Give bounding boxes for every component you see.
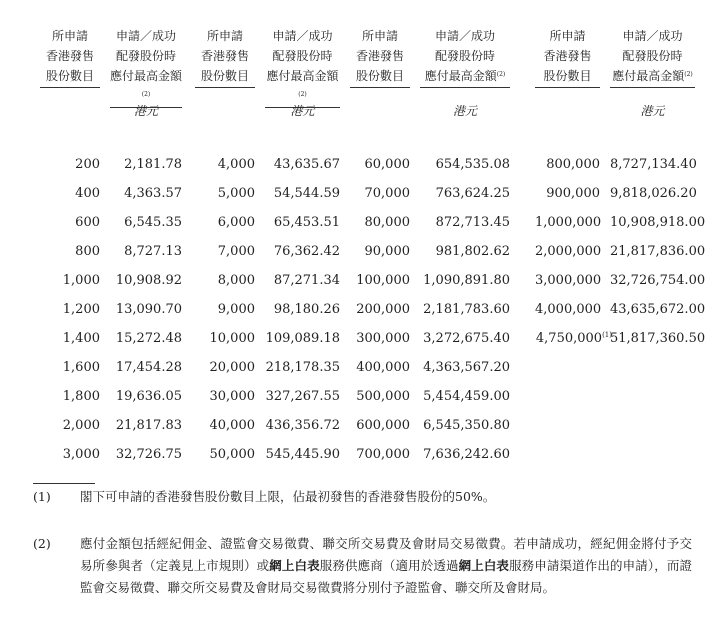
amount-cell: 87,271.34	[273, 273, 340, 288]
white-form-term: 網上白表	[458, 558, 510, 573]
shares-cell: 800	[75, 244, 100, 259]
shares-cell: 70,000	[364, 186, 410, 201]
amount-cell: 32,726.75	[115, 447, 182, 462]
shares-cell: 4,000,000	[535, 302, 602, 317]
shares-cell: 3,000,000	[535, 273, 602, 288]
amount-cell: 21,817,836.00	[610, 244, 706, 259]
header-max-amount: 申請／成功 配發股份時 應付最高金額$^{(2)}$	[420, 26, 510, 88]
header-shares: 所申請 香港發售 股份數目	[350, 26, 410, 88]
unit-label: 港元	[290, 104, 315, 118]
footnote-1-number: (1)	[33, 489, 51, 504]
amount-cell: 654,535.08	[435, 157, 510, 172]
header-max-amount: 申請／成功 配發股份時 應付最高金額$^{(2)}$	[610, 26, 695, 88]
shares-cell: 9,000	[217, 302, 255, 317]
shares-cell: 6,000	[217, 215, 255, 230]
amount-cell: 1,090,891.80	[423, 273, 510, 288]
shares-cell: 2,000	[62, 418, 100, 433]
amount-cell: 981,802.62	[435, 244, 510, 259]
unit-label: 港元	[133, 104, 158, 118]
shares-cell: 400	[75, 186, 100, 201]
header-max-amount: 申請／成功 配發股份時 應付最高金額$^{(2)}$	[265, 26, 340, 108]
shares-cell: 600,000	[356, 418, 410, 433]
shares-cell: 500,000	[356, 389, 410, 404]
amount-cell: 8,727.13	[124, 244, 182, 259]
amount-cell: 13,090.70	[115, 302, 182, 317]
unit-label: 港元	[452, 104, 477, 118]
shares-cell: 40,000	[209, 418, 255, 433]
amount-cell: 9,818,026.20	[610, 186, 697, 201]
shares-cell: 2,000,000	[535, 244, 602, 259]
shares-cell: 50,000	[209, 447, 255, 462]
shares-cell: 800,000	[546, 157, 600, 172]
shares-cell: 1,000	[62, 273, 100, 288]
amount-cell: 327,267.55	[265, 389, 340, 404]
unit-label: 港元	[640, 104, 665, 118]
amount-cell: 15,272.48	[115, 331, 182, 346]
header-shares: 所申請 香港發售 股份數目	[195, 26, 255, 88]
shares-cell: 400,000	[356, 360, 410, 375]
shares-cell: 4,000	[217, 157, 255, 172]
amount-cell: 4,363,567.20	[423, 360, 510, 375]
shares-cell: 200,000	[356, 302, 410, 317]
shares-cell: 300,000	[356, 331, 410, 346]
shares-cell: 60,000	[364, 157, 410, 172]
header-shares: 所申請 香港發售 股份數目	[40, 26, 100, 88]
shares-cell: 900,000	[546, 186, 600, 201]
amount-cell: 43,635.67	[273, 157, 340, 172]
shares-cell: 4,750,000$^{(1)}$	[535, 331, 612, 346]
shares-cell: 7,000	[217, 244, 255, 259]
footnote-2-text: 應付金額包括經紀佣金、證監會交易徵費、聯交所交易費及會財局交易徵費。若申請成功，經紀佣金將付予交易所參與者（定義見上市規則）或網上白表服務供應商（適用於透過網上白表服務申請渠道作出的申請），而證監會交易徵費、聯交所交易費及會財局交易徵費將分別付予證監會、聯交所及會財局。	[80, 536, 692, 595]
amount-cell: 43,635,672.00	[610, 302, 706, 317]
amount-cell: 7,636,242.60	[423, 447, 510, 462]
shares-cell: 90,000	[364, 244, 410, 259]
shares-cell: 700,000	[356, 447, 410, 462]
amount-cell: 98,180.26	[273, 302, 340, 317]
amount-cell: 545,445.90	[265, 447, 340, 462]
amount-cell: 872,713.45	[435, 215, 510, 230]
amount-cell: 54,544.59	[273, 186, 340, 201]
amount-cell: 17,454.28	[115, 360, 182, 375]
header-max-amount: 申請／成功 配發股份時 應付最高金額$^{(2)}$	[110, 26, 182, 108]
shares-cell: 600	[75, 215, 100, 230]
footnote-divider	[33, 483, 95, 484]
amount-cell: 2,181.78	[124, 157, 182, 172]
footnote-2-number: (2)	[33, 536, 51, 551]
amount-cell: 763,624.25	[435, 186, 510, 201]
amount-cell: 76,362.42	[273, 244, 340, 259]
shares-cell: 100,000	[356, 273, 410, 288]
header-shares: 所申請 香港發售 股份數目	[535, 26, 600, 88]
shares-cell: 3,000	[62, 447, 100, 462]
amount-cell: 218,178.35	[265, 360, 340, 375]
white-form-term: 網上白表	[269, 558, 320, 573]
amount-cell: 65,453.51	[273, 215, 340, 230]
amount-cell: 3,272,675.40	[423, 331, 510, 346]
amount-cell: 2,181,783.60	[423, 302, 510, 317]
amount-cell: 10,908.92	[115, 273, 182, 288]
shares-cell: 10,000	[209, 331, 255, 346]
shares-cell: 8,000	[217, 273, 255, 288]
amount-cell: 32,726,754.00	[610, 273, 706, 288]
footnote-1-text: 閣下可申請的香港發售股份數目上限，佔最初發售的香港發售股份的50%。	[80, 489, 496, 504]
shares-cell: 5,000	[217, 186, 255, 201]
amount-cell: 4,363.57	[124, 186, 182, 201]
shares-cell: 1,400	[62, 331, 100, 346]
amount-cell: 51,817,360.50	[610, 331, 706, 346]
amount-cell: 21,817.83	[115, 418, 182, 433]
shares-cell: 1,600	[62, 360, 100, 375]
shares-cell: 30,000	[209, 389, 255, 404]
shares-cell: 80,000	[364, 215, 410, 230]
amount-cell: 8,727,134.40	[610, 157, 697, 172]
amount-cell: 10,908,918.00	[610, 215, 706, 230]
amount-cell: 436,356.72	[265, 418, 340, 433]
shares-cell: 1,200	[62, 302, 100, 317]
shares-cell: 1,000,000	[535, 215, 602, 230]
amount-cell: 6,545,350.80	[423, 418, 510, 433]
shares-cell: 1,800	[62, 389, 100, 404]
shares-cell: 20,000	[209, 360, 255, 375]
amount-cell: 6,545.35	[124, 215, 182, 230]
amount-cell: 19,636.05	[115, 389, 182, 404]
shares-cell: 200	[75, 157, 100, 172]
amount-cell: 109,089.18	[265, 331, 340, 346]
amount-cell: 5,454,459.00	[423, 389, 510, 404]
